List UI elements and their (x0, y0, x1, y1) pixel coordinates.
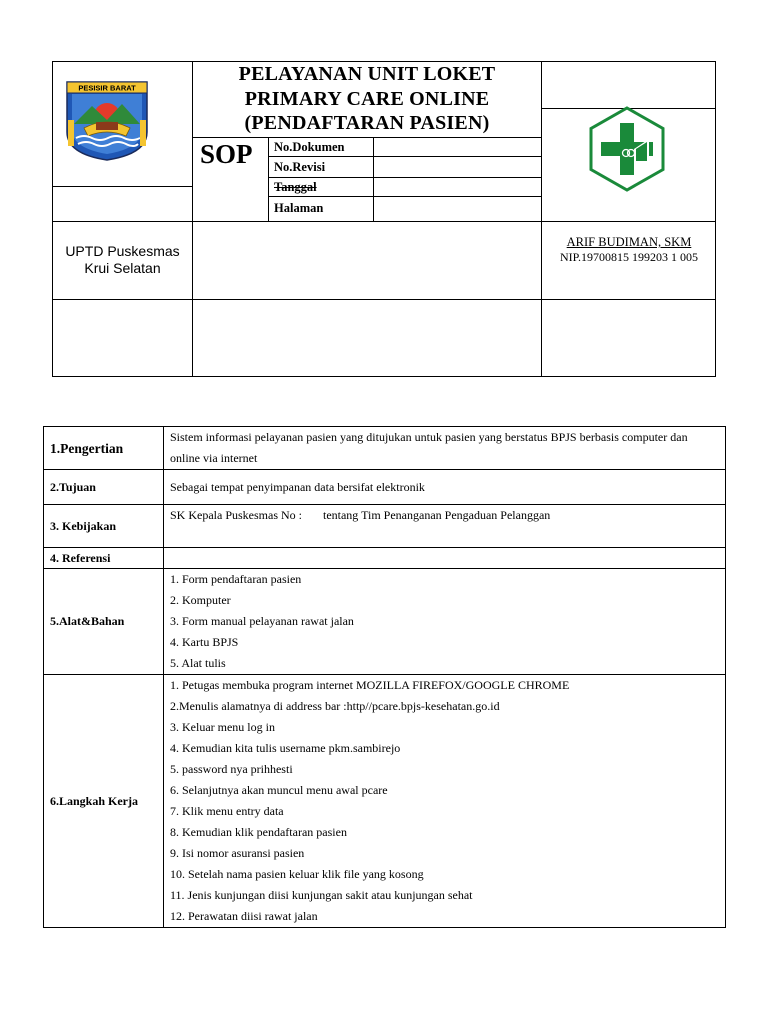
section-text (164, 548, 726, 569)
section-label: 5.Alat&Bahan (44, 569, 164, 675)
section-label: 3. Kebijakan (44, 505, 164, 548)
unit-line: UPTD Puskesmas (65, 243, 180, 259)
section-row (44, 675, 726, 928)
unit-name (53, 243, 192, 277)
section-list-cell (164, 569, 726, 675)
list-item: 5. password nya prihhesti (170, 762, 293, 776)
section-label: 4. Referensi (44, 548, 164, 569)
head-nip: NIP.19700815 199203 1 005 (559, 250, 698, 264)
header-divider (268, 137, 269, 221)
doc-field-label: Tanggal (274, 180, 317, 194)
list-item: 10. Setelah nama pasien keluar klik file yang kosong (170, 867, 424, 881)
header-divider (52, 186, 193, 187)
section-text: SK Kepala Puskesmas No : tentang Tim Penanganan Pengaduan Pelanggan (164, 505, 726, 548)
section-label: 2.Tujuan (44, 470, 164, 505)
puskesmas-logo (583, 105, 671, 193)
pesisir-barat-logo (64, 80, 150, 162)
header-divider (52, 299, 716, 300)
alat-bahan-list (170, 569, 719, 674)
header-divider (269, 156, 541, 157)
list-item: 6. Selanjutnya akan muncul menu awal pcare (170, 783, 388, 797)
list-item: 8. Kemudian klik pendaftaran pasien (170, 825, 347, 839)
head-name: ARIF BUDIMAN, SKM (566, 235, 692, 249)
header-divider (269, 196, 541, 197)
list-item: 9. Isi nomor asuransi pasien (170, 846, 305, 860)
list-item: 3. Form manual pelayanan rawat jalan (170, 614, 354, 628)
section-row (44, 569, 726, 675)
section-row (44, 505, 726, 548)
list-item: 2.Menulis alamatnya di address bar :http//pcare.bpjs-kesehatan.go.id (170, 699, 500, 713)
list-item: 12. Perawatan diisi rawat jalan (170, 909, 318, 923)
section-list-cell (164, 675, 726, 928)
title-line: PELAYANAN UNIT LOKET (238, 63, 496, 85)
section-text: Sebagai tempat penyimpanan data bersifat elektronik (164, 470, 726, 505)
list-item: 3. Keluar menu log in (170, 720, 275, 734)
logo-label: PESISIR BARAT (78, 83, 136, 93)
section-row (44, 548, 726, 569)
doc-field-label: Halaman (274, 201, 324, 215)
list-item: 1. Form pendaftaran pasien (170, 572, 302, 586)
doc-field-label: No.Revisi (274, 160, 326, 174)
sop-label: SOP (200, 139, 253, 169)
list-item: 4. Kartu BPJS (170, 635, 239, 649)
title-line: PRIMARY CARE ONLINE (244, 87, 490, 110)
section-label: 1.Pengertian (44, 427, 164, 470)
list-item: 1. Petugas membuka program internet MOZILLA FIREFOX/GOOGLE CHROME (170, 678, 570, 692)
section-label: 6.Langkah Kerja (44, 675, 164, 928)
section-text: Sistem informasi pelayanan pasien yang ditujukan untuk pasien yang berstatus BPJS berbasis computer dan online via internet (164, 427, 726, 470)
document-title (193, 62, 541, 136)
title-line: (PENDAFTARAN PASIEN) (244, 112, 490, 134)
header-divider (52, 221, 716, 222)
header-divider (269, 177, 541, 178)
section-row (44, 470, 726, 505)
langkah-kerja-list (170, 675, 719, 927)
section-row (44, 427, 726, 470)
list-item: 5. Alat tulis (170, 656, 226, 670)
list-item: 11. Jenis kunjungan diisi kunjungan sakit atau kunjungan sehat (170, 888, 473, 902)
sop-content-table (43, 426, 726, 928)
unit-line: Krui Selatan (84, 260, 161, 276)
list-item: 7. Klik menu entry data (170, 804, 284, 818)
list-item: 2. Komputer (170, 593, 231, 607)
doc-field-label: No.Dokumen (274, 140, 345, 154)
header-divider (373, 137, 374, 221)
list-item: 4. Kemudian kita tulis username pkm.sambirejo (170, 741, 401, 755)
